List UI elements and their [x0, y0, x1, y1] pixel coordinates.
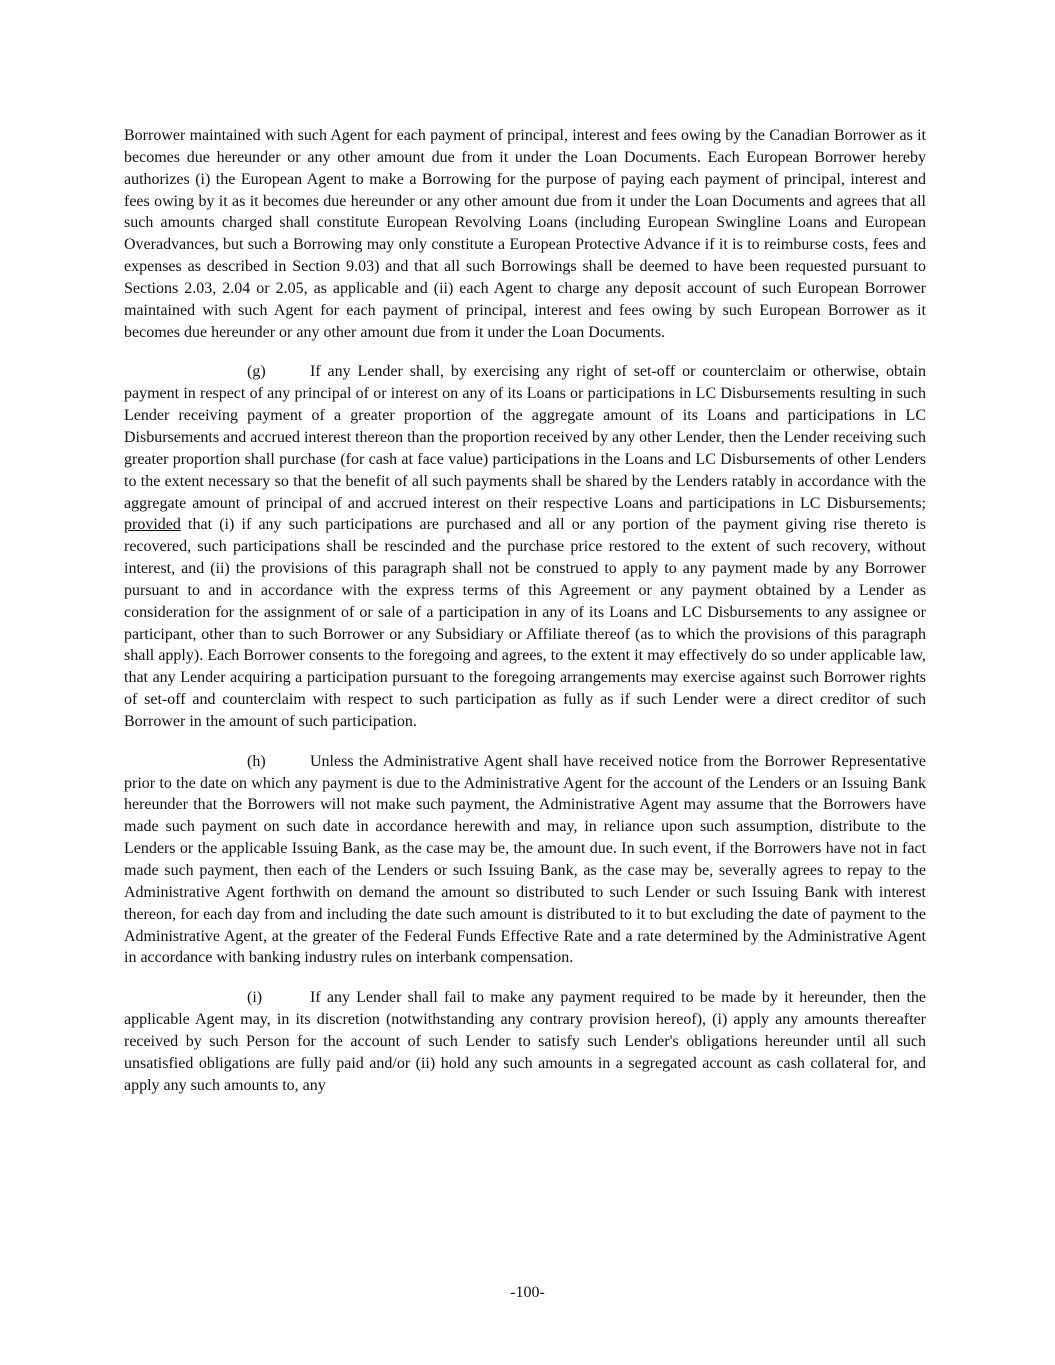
paragraph-g-provided-underlined: provided: [124, 516, 181, 534]
paragraph-g-text-after: that (i) if any such participations are purchased and all or any portion of the payment giving rise thereto is recovered, such participations shall be rescinded and the purchase price restored to the extent of such recovery, without interest, and (ii) the provisions of this paragraph shall not be construed to apply to any payment made by any Borrower pursuant to and in accordance with the express terms of this Agreement or any payment obtained by a Lender as consideration for the assignment of or sale of a participation in any of its Loans and LC Disbursements to any assignee or participant, other than to such Borrower or any Subsidiary or Affiliate thereof (as to which the provisions of this paragraph shall apply). Each Borrower consents to the foregoing and agrees, to the extent it may effectively do so under applicable law, that any Lender acquiring a participation pursuant to the foregoing arrangements may exercise against such Borrower rights of set-off and counterclaim with respect to such participation as fully as if such Lender were a direct creditor of such Borrower in the amount of such participation.: [124, 516, 926, 730]
paragraph-i-text: If any Lender shall fail to make any payment required to be made by it hereunder, then the applicable Agent may, in its discretion (notwithstanding any contrary provision hereof), (i) apply any amounts thereafter received by such Person for the account of such Lender to satisfy such Lender's obligations hereunder until all such unsatisfied obligations are fully paid and/or (ii) hold any such amounts in a segregated account as cash collateral for, and apply any such amounts to, any: [124, 989, 926, 1094]
paragraph-f-continued: Borrower maintained with such Agent for each payment of principal, interest and fees owing by the Canadian Borrower as it becomes due hereunder or any other amount due from it under the Loan Documents. Each European Borrower hereby authorizes (i) the European Agent to make a Borrowing for the purpose of paying each payment of principal, interest and fees owing by it as it becomes due hereunder or any other amount due from it under the Loan Documents and agrees that all such amounts charged shall constitute European Revolving Loans (including European Swingline Loans and European Overadvances, but such a Borrowing may only constitute a European Protective Advance if it is to reimburse costs, fees and expenses as described in Section 9.03) and that all such Borrowings shall be deemed to have been requested pursuant to Sections 2.03, 2.04 or 2.05, as applicable and (ii) each Agent to charge any deposit account of such European Borrower maintained with such Agent for each payment of principal, interest and fees owing by such European Borrower as it becomes due hereunder or any other amount due from it under the Loan Documents.: [124, 127, 926, 341]
document-body: [124, 125, 926, 1114]
paragraph-i-label: (i): [247, 989, 263, 1007]
paragraph-i: [124, 987, 926, 1096]
paragraph-g-label: (g): [247, 363, 266, 381]
page-number: -100-: [510, 1284, 545, 1301]
paragraph-h-label: (h): [247, 752, 266, 770]
paragraph-g: [124, 361, 926, 732]
paragraph-h: [124, 751, 926, 969]
paragraph-h-text: Unless the Administrative Agent shall have received notice from the Borrower Representative prior to the date on which any payment is due to the Administrative Agent for the account of the Lenders or an Issuing Bank hereunder that the Borrowers will not make such payment, the Administrative Agent may assume that the Borrowers have made such payment on such date in accordance herewith and may, in reliance upon such assumption, distribute to the Lenders or the applicable Issuing Bank, as the case may be, the amount due. In such event, if the Borrowers have not in fact made such payment, then each of the Lenders or such Issuing Bank, as the case may be, severally agrees to repay to the Administrative Agent forthwith on demand the amount so distributed to such Lender or such Issuing Bank with interest thereon, for each day from and including the date such amount is distributed to it to but excluding the date of payment to the Administrative Agent, at the greater of the Federal Funds Effective Rate and a rate determined by the Administrative Agent in accordance with banking industry rules on interbank compensation.: [124, 752, 926, 967]
paragraph-g-text-before: If any Lender shall, by exercising any right of set-off or counterclaim or otherwise, obtain payment in respect of any principal of or interest on any of its Loans or participations in LC Disbursements resulting in such Lender receiving payment of a greater proportion of the aggregate amount of its Loans and participations in LC Disbursements and accrued interest thereon than the proportion received by any other Lender, then the Lender receiving such greater proportion shall purchase (for cash at face value) participations in the Loans and LC Disbursements of other Lenders to the extent necessary so that the benefit of all such payments shall be shared by the Lenders ratably in accordance with the aggregate amount of principal of and accrued interest on their respective Loans and participations in LC Disbursements;: [124, 363, 926, 512]
